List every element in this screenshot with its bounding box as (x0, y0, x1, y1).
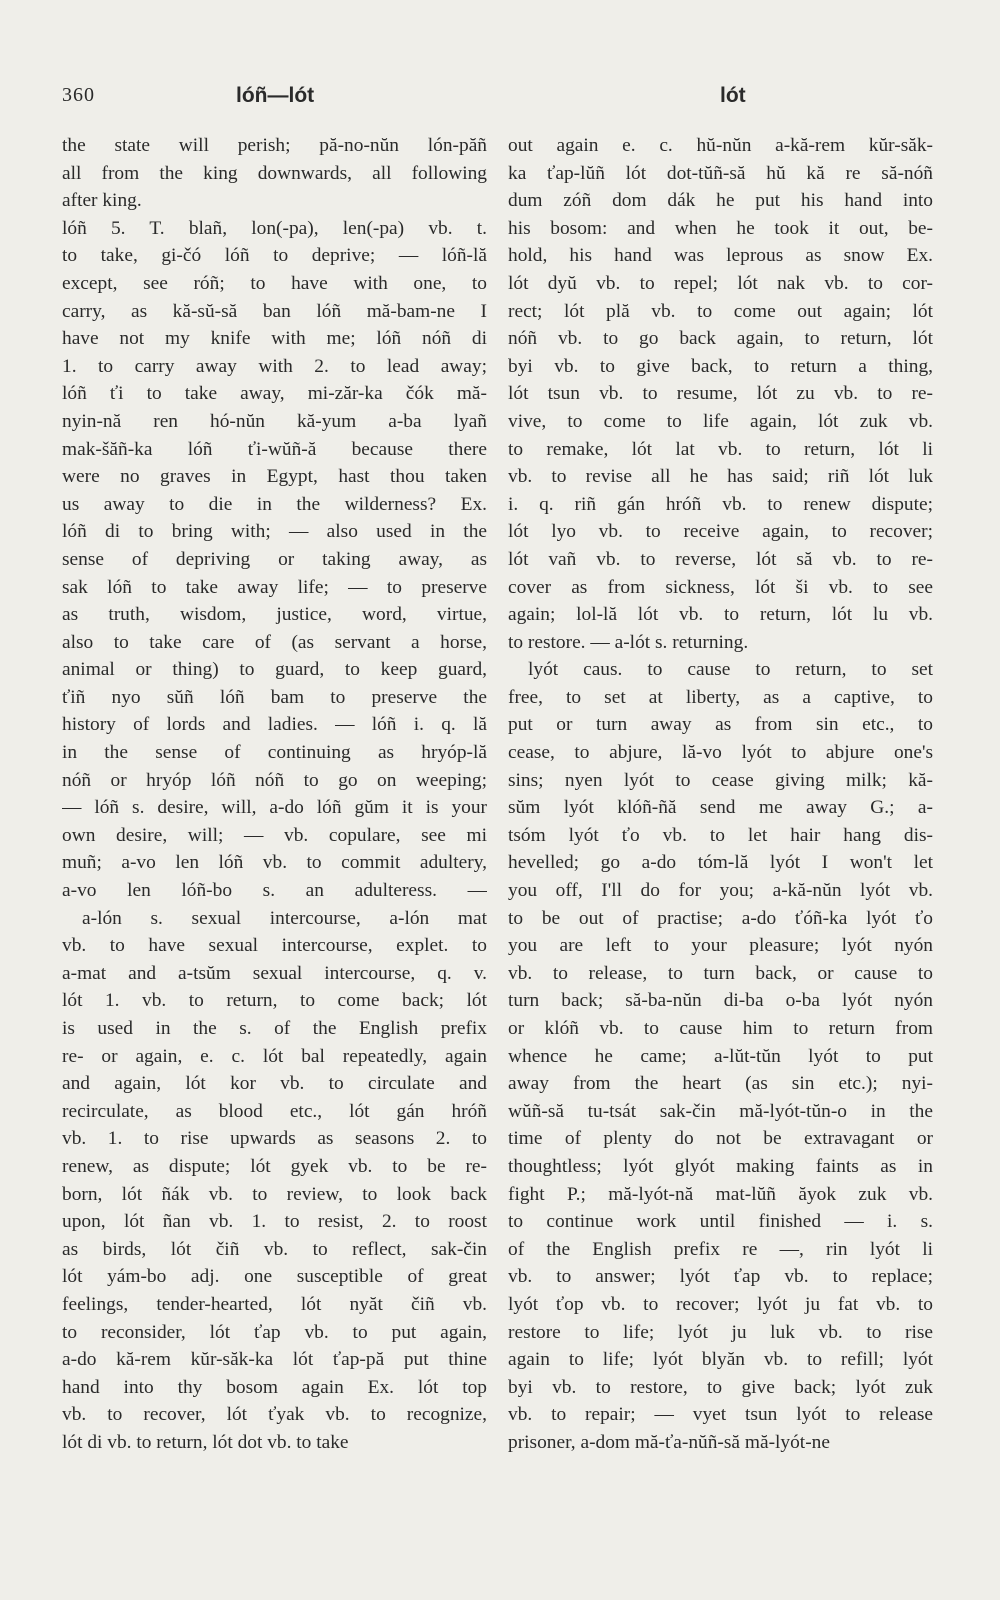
text-line: also to take care of (as servant a horse, (62, 631, 487, 653)
text-line: feelings, tender-hearted, lót nyăt čiñ vb. (62, 1293, 487, 1315)
text-line: born, lót ñák vb. to review, to look back (62, 1183, 487, 1205)
text-line: sense of depriving or taking away, as (62, 548, 487, 570)
text-line: lót yám-bo adj. one susceptible of great (62, 1266, 487, 1288)
text-line: 1. to carry away with 2. to lead away; (62, 355, 487, 377)
text-line: after king. (62, 190, 142, 212)
text-line: except, see róñ; to have with one, to (62, 272, 487, 294)
text-line: were no graves in Egypt, hast thou taken (62, 466, 487, 488)
text-line: to remake, lót lat vb. to return, lót li (508, 438, 933, 460)
text-line: vb. to release, to turn back, or cause to (508, 962, 933, 984)
running-head-right: lót (720, 84, 746, 107)
text-line: again to life; lyót blyăn vb. to refill; lyót (508, 1349, 933, 1371)
text-line: lót 1. vb. to return, to come back; lót (62, 990, 487, 1012)
text-line: or klóñ vb. to cause him to return from (508, 1018, 933, 1039)
text-line: prisoner, a-dom mă-ťa-nŭñ-să mă-lyót-ne (508, 1431, 830, 1453)
text-line: to continue work until finished — i. s. (508, 1211, 933, 1233)
text-line: a-lón s. sexual intercourse, a-lón mat (82, 907, 487, 929)
text-line: ka ťap-lŭñ lót dot-tŭñ-să hŭ kă re să-nóñ (508, 162, 933, 184)
text-line: rect; lót plă vb. to come out again; lót (508, 300, 933, 322)
text-line: in the sense of continuing as hryóp-lă (62, 742, 487, 764)
text-line: is used in the s. of the English prefix (62, 1018, 487, 1039)
text-line: nóñ vb. to go back again, to return, lót (508, 328, 933, 350)
text-line: to take, gi-čó lóñ to deprive; — lóñ-lă (62, 245, 487, 267)
left-column (62, 132, 487, 1457)
text-line: hevelled; go a-do tóm-lă lyót I won't let (508, 852, 933, 874)
text-line: lyót caus. to cause to return, to set (528, 659, 933, 681)
text-line: nóñ or hryóp lóñ nóñ to go on weeping; (62, 769, 487, 791)
text-line: cover as from sickness, lót ši vb. to see (508, 576, 933, 598)
text-line: sak lóñ to take away life; — to preserve (62, 576, 487, 598)
text-line: lót vañ vb. to reverse, lót să vb. to re- (508, 548, 933, 570)
text-line: turn back; să-ba-nŭn di-ba o-ba lyót nyón (508, 990, 933, 1012)
text-line: vb. to repair; — vyet tsun lyót to release (508, 1404, 933, 1426)
text-line: out again e. c. hŭ-nŭn a-kă-rem kŭr-săk- (508, 135, 933, 156)
text-line: history of lords and ladies. — lóñ i. q. lă (62, 714, 487, 736)
text-line: thoughtless; lyót glyót making faints as in (508, 1155, 933, 1177)
text-line: you are left to your pleasure; lyót nyón (508, 935, 933, 957)
text-line: ťiñ nyo sŭñ lóñ bam to preserve the (62, 686, 487, 708)
text-line: carry, as kă-sŭ-să ban lóñ mă-bam-ne I (62, 300, 487, 322)
text-line: i. q. riñ gán hróñ vb. to renew dispute; (508, 493, 933, 515)
text-line: sŭm lyót klóñ-ñă send me away G.; a- (508, 797, 933, 819)
text-line: you off, I'll do for you; a-kă-nŭn lyót vb. (508, 880, 933, 902)
text-line: lyót ťop vb. to recover; lyót ju fat vb. to (508, 1293, 933, 1315)
text-line: time of plenty do not be extravagant or (508, 1128, 933, 1150)
text-line: own desire, will; — vb. copulare, see mi (62, 824, 487, 846)
text-line: upon, lót ñan vb. 1. to resist, 2. to roost (62, 1211, 487, 1233)
text-line: nyin-nă ren hó-nŭn kă-yum a-ba lyañ (62, 410, 487, 432)
text-line: vb. to answer; lyót ťap vb. to replace; (508, 1266, 933, 1288)
text-line: whence he came; a-lŭt-tŭn lyót to put (508, 1045, 933, 1067)
text-line: muñ; a-vo len lóñ vb. to commit adultery, (62, 852, 487, 874)
text-line: lót dyŭ vb. to repel; lót nak vb. to cor- (508, 272, 933, 294)
text-line: vb. to have sexual intercourse, explet. to (62, 935, 487, 957)
text-line: animal or thing) to guard, to keep guard, (62, 659, 487, 681)
text-line: again; lol-lă lót vb. to return, lót lu vb. (508, 604, 933, 626)
right-column (508, 132, 933, 1457)
text-line: us away to die in the wilderness? Ex. (62, 493, 487, 515)
text-line: renew, as dispute; lót gyek vb. to be re- (62, 1155, 487, 1177)
text-line: put or turn away as from sin etc., to (508, 714, 933, 736)
text-line: byi vb. to give back, to return a thing, (508, 355, 933, 377)
text-line: to restore. — a-lót s. returning. (508, 631, 749, 653)
text-line: vb. to recover, lót ťyak vb. to recognize, (62, 1404, 487, 1426)
text-line: hand into thy bosom again Ex. lót top (62, 1376, 487, 1398)
text-line: away from the heart (as sin etc.); nyi- (508, 1073, 933, 1095)
text-line: mak-šăñ-ka lóñ ťi-wŭñ-ă because there (62, 438, 487, 460)
text-line: vb. to revise all he has said; riñ lót luk (508, 466, 933, 488)
text-line: vive, to come to life again, lót zuk vb. (508, 410, 933, 432)
text-line: lót lyo vb. to receive again, to recover; (508, 521, 933, 543)
text-line: a-do kă-rem kŭr-săk-ka lót ťap-pă put thine (62, 1349, 487, 1371)
text-line: fight P.; mă-lyót-nă mat-lŭñ ăyok zuk vb. (508, 1183, 933, 1205)
text-line: a-vo len lóñ-bo s. an adulteress. — (62, 880, 487, 902)
text-line: have not my knife with me; lóñ nóñ di (62, 328, 487, 350)
text-line: wŭñ-să tu-tsát sak-čin mă-lyót-tŭn-o in the (508, 1100, 933, 1122)
text-line: lóñ ťi to take away, mi-zăr-ka čók mă- (62, 383, 487, 405)
text-line: restore to life; lyót ju luk vb. to rise (508, 1321, 933, 1343)
text-line: free, to set at liberty, as a captive, to (508, 686, 933, 708)
text-line: to be out of practise; a-do ťóñ-ka lyót ťo (508, 907, 933, 929)
text-line: all from the king downwards, all following (62, 162, 487, 184)
text-line: re- or again, e. c. lót bal repeatedly, again (62, 1045, 487, 1067)
running-head-left: lóñ—lót (236, 84, 315, 107)
text-line: a-mat and a-tsŭm sexual intercourse, q. v. (62, 962, 487, 984)
text-line: byi vb. to restore, to give back; lyót zuk (508, 1376, 933, 1398)
text-line: lóñ di to bring with; — also used in the (62, 521, 487, 543)
text-line: lót di vb. to return, lót dot vb. to take (62, 1431, 349, 1453)
text-line: as birds, lót čiñ vb. to reflect, sak-čin (62, 1238, 487, 1260)
text-line: to reconsider, lót ťap vb. to put again, (62, 1321, 487, 1343)
text-line: as truth, wisdom, justice, word, virtue, (62, 604, 487, 626)
text-line: hold, his hand was leprous as snow Ex. (508, 245, 933, 267)
text-line: and again, lót kor vb. to circulate and (62, 1073, 487, 1095)
text-line: vb. 1. to rise upwards as seasons 2. to (62, 1128, 487, 1150)
text-line: dum zóñ dom dák he put his hand into (508, 190, 933, 212)
text-line: sins; nyen lyót to cease giving milk; kă- (508, 769, 933, 791)
text-line: lóñ 5. T. blañ, lon(-pa), len(-pa) vb. t. (62, 217, 487, 239)
text-line: his bosom: and when he took it out, be- (508, 217, 933, 239)
page-number: 360 (62, 84, 95, 106)
text-line: lót tsun vb. to resume, lót zu vb. to re- (508, 383, 933, 405)
text-line: recirculate, as blood etc., lót gán hróñ (62, 1100, 487, 1122)
text-line: of the English prefix re —, rin lyót li (508, 1238, 933, 1260)
text-line: — lóñ s. desire, will, a-do lóñ gŭm it is your (62, 797, 487, 819)
text-line: tsóm lyót ťo vb. to let hair hang dis- (508, 824, 933, 846)
text-line: cease, to abjure, lă-vo lyót to abjure one's (508, 742, 933, 764)
text-line: the state will perish; pă-no-nŭn lón-păñ (62, 135, 487, 156)
